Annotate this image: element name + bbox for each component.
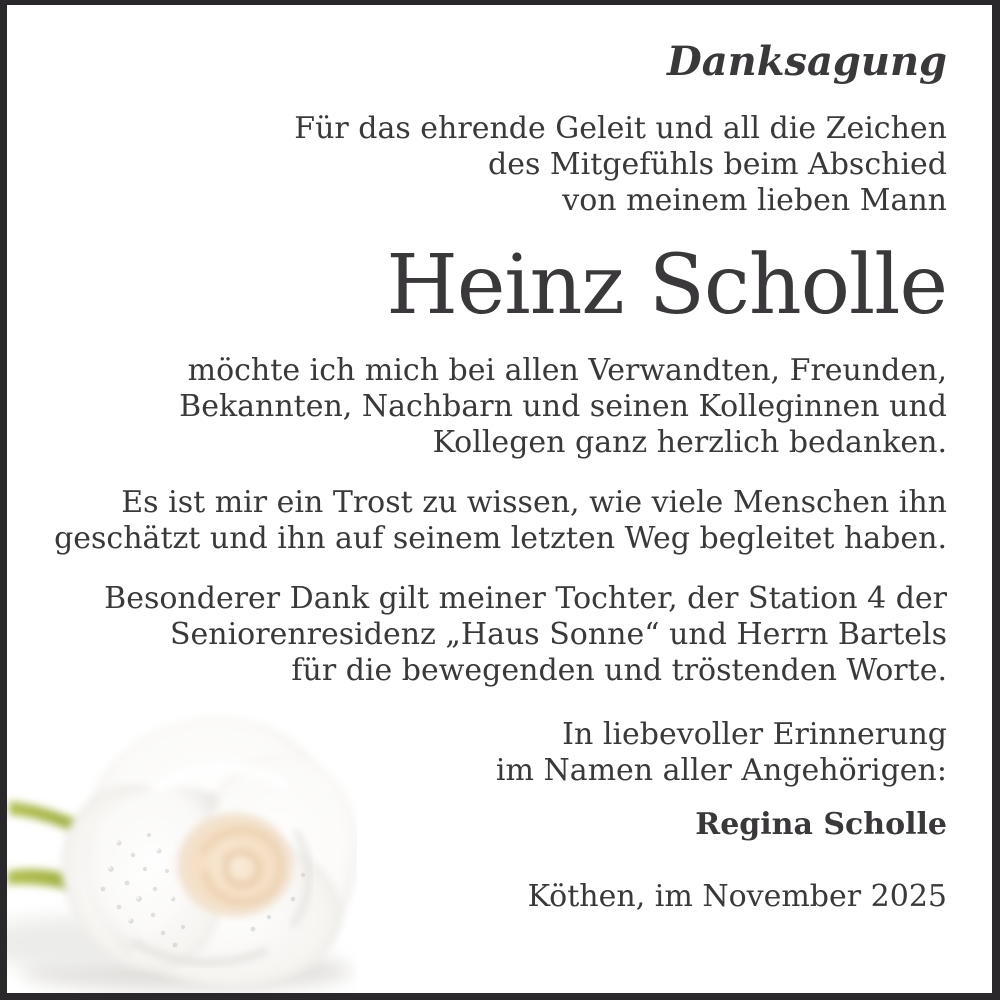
special-thanks-paragraph xyxy=(27,581,947,689)
intro-line: Für das ehrende Geleit und all die Zeichen xyxy=(294,111,947,146)
thanks-line: Bekannten, Nachbarn und seinen Kolleginnen und xyxy=(179,389,947,424)
thanks-line: möchte ich mich bei allen Verwandten, Freunden, xyxy=(187,353,947,388)
comfort-line: geschätzt und ihn auf seinem letzten Weg begleitet haben. xyxy=(54,521,947,556)
intro-paragraph xyxy=(27,111,947,219)
closing-line: In liebevoller Erinnerung xyxy=(562,717,947,752)
special-thanks-line: Besonderer Dank gilt meiner Tochter, der Station 4 der xyxy=(104,581,947,616)
signature-name: Regina Scholle xyxy=(695,807,947,842)
thanks-paragraph xyxy=(27,353,947,461)
intro-line: des Mitgefühls beim Abschied xyxy=(488,147,947,182)
place-and-date: Köthen, im November 2025 xyxy=(527,879,947,914)
deceased-name: Heinz Scholle xyxy=(386,238,947,333)
notice-text-block xyxy=(7,5,992,993)
closing-line: im Namen aller Angehörigen: xyxy=(495,753,947,788)
notice-type-header: Danksagung xyxy=(667,38,947,85)
comfort-paragraph xyxy=(27,485,947,557)
special-thanks-line: Seniorenresidenz „Haus Sonne“ und Herrn Bartels xyxy=(169,617,947,652)
thanks-line: Kollegen ganz herzlich bedanken. xyxy=(432,425,947,460)
special-thanks-line: für die bewegenden und tröstenden Worte. xyxy=(291,653,947,688)
intro-line: von meinem lieben Mann xyxy=(562,183,947,218)
comfort-line: Es ist mir ein Trost zu wissen, wie viele Menschen ihn xyxy=(121,485,947,520)
closing-paragraph xyxy=(27,717,947,789)
